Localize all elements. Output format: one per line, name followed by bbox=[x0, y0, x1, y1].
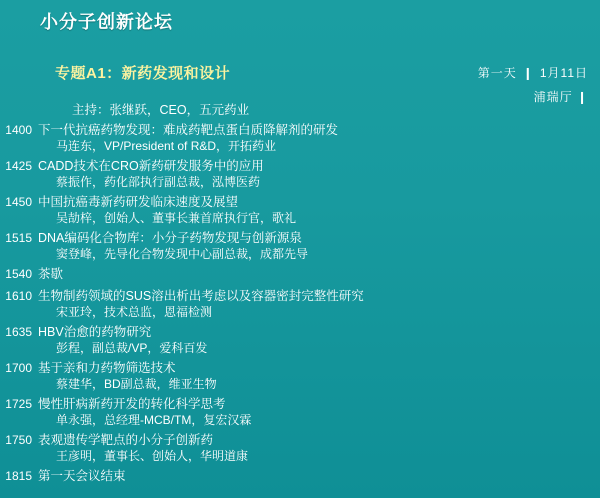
day-text: 第一天 bbox=[477, 66, 517, 80]
agenda-time: 1515 bbox=[5, 231, 32, 245]
agenda-speaker: 彭程，副总裁/VP，爱科百发 bbox=[56, 341, 208, 355]
agenda-row bbox=[0, 432, 600, 464]
agenda-content bbox=[38, 230, 600, 262]
agenda-speaker: 王彦明，董事长、创始人，华明道康 bbox=[56, 449, 249, 463]
agenda-row bbox=[0, 324, 600, 356]
agenda-speaker: 马连东，VP/President of R&D，开拓药业 bbox=[56, 139, 277, 153]
agenda-speaker: 蔡振作，药化部执行副总裁，泓博医药 bbox=[56, 175, 261, 189]
agenda-time: 1815 bbox=[5, 469, 32, 483]
agenda-time: 1750 bbox=[5, 433, 32, 447]
agenda-time: 1425 bbox=[5, 159, 32, 173]
agenda-time: 1610 bbox=[5, 289, 32, 303]
agenda-topic: DNA编码化合物库：小分子药物发现与创新源泉 bbox=[38, 231, 302, 245]
agenda-topic: 基于亲和力药物筛选技术 bbox=[38, 361, 176, 375]
agenda-time: 1450 bbox=[5, 195, 32, 209]
agenda-row bbox=[0, 288, 600, 320]
agenda-topic: 下一代抗癌药物发现：难成药靶点蛋白质降解剂的研发 bbox=[38, 123, 339, 137]
page-title: 小分子创新论坛 bbox=[40, 12, 173, 32]
agenda-row bbox=[0, 266, 600, 284]
agenda-row bbox=[0, 360, 600, 392]
agenda-time: 1400 bbox=[5, 123, 32, 137]
agenda-topic: 表观遗传学靶点的小分子创新药 bbox=[38, 433, 214, 447]
date-text: 1月11日 bbox=[539, 66, 588, 80]
agenda-time: 1700 bbox=[5, 361, 32, 375]
agenda-topic: 中国抗癌毒新药研发临床速度及展望 bbox=[38, 195, 239, 209]
hall-label: 浦瑞厅 ❙ bbox=[533, 90, 588, 104]
agenda-content bbox=[38, 158, 600, 190]
agenda-list bbox=[0, 122, 600, 490]
agenda-speaker: 宋亚玲，技术总监，恩福检测 bbox=[56, 305, 213, 319]
agenda-row bbox=[0, 230, 600, 262]
agenda-speaker: 蔡建华，BD副总裁，维亚生物 bbox=[56, 377, 217, 391]
session-title: 专题A1：新药发现和设计 bbox=[55, 65, 231, 82]
agenda-time: 1725 bbox=[5, 397, 32, 411]
agenda-topic: 慢性肝病新药开发的转化科学思考 bbox=[38, 397, 226, 411]
agenda-topic: HBV治愈的药物研究 bbox=[38, 325, 152, 339]
agenda-content bbox=[38, 396, 600, 428]
agenda-time: 1635 bbox=[5, 325, 32, 339]
agenda-topic: 第一天会议结束 bbox=[38, 469, 126, 483]
agenda-row bbox=[0, 396, 600, 428]
agenda-row bbox=[0, 122, 600, 154]
agenda-content bbox=[38, 468, 600, 484]
agenda-speaker: 吴劼梓，创始人、董事长兼首席执行官，歌礼 bbox=[56, 211, 297, 225]
agenda-topic: CADD技术在CRO新药研发服务中的应用 bbox=[38, 159, 264, 173]
agenda-content bbox=[38, 266, 600, 282]
agenda-topic: 生物制药领域的SUS溶出析出考虑以及容器密封完整性研究 bbox=[38, 289, 364, 303]
agenda-row bbox=[0, 194, 600, 226]
agenda-row bbox=[0, 468, 600, 486]
agenda-row bbox=[0, 158, 600, 190]
agenda-speaker: 单永强，总经理-MCB/TM，复宏汉霖 bbox=[56, 413, 252, 427]
day-date-label bbox=[478, 64, 588, 81]
agenda-content bbox=[38, 432, 600, 464]
agenda-topic: 茶歇 bbox=[38, 267, 64, 281]
agenda-speaker: 窦登峰，先导化合物发现中心副总裁，成都先导 bbox=[56, 247, 309, 261]
day-separator-icon: ❙ bbox=[522, 66, 534, 80]
agenda-content bbox=[38, 324, 600, 356]
agenda-content bbox=[38, 194, 600, 226]
agenda-content bbox=[38, 288, 600, 320]
agenda-time: 1540 bbox=[5, 267, 32, 281]
session-chair: 主持：张继跃，CEO，五元药业 bbox=[72, 103, 250, 117]
agenda-content bbox=[38, 122, 600, 154]
agenda-content bbox=[38, 360, 600, 392]
